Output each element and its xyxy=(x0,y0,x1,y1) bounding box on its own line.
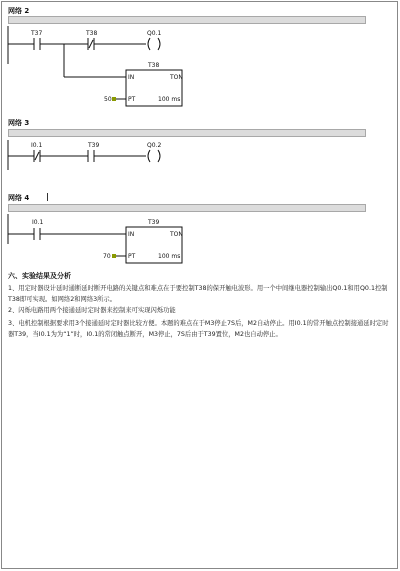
network-2-comment-bar[interactable] xyxy=(8,16,366,24)
coil-left xyxy=(148,38,150,50)
network-2-nc-contact-label: T38 xyxy=(86,30,98,37)
network-3-nc-contact-label: I0.1 xyxy=(31,142,43,149)
coil-right xyxy=(158,38,160,50)
results-heading: 六、实验结果及分析 xyxy=(8,272,71,280)
timer-pt-label: PT xyxy=(128,96,136,103)
timer-name: T39 xyxy=(148,219,160,226)
network-2-title: 网络 2 xyxy=(8,7,30,15)
text-cursor xyxy=(47,193,48,201)
coil-left xyxy=(148,150,150,162)
timer-pt-value: 70 xyxy=(103,253,111,260)
network-3-ladder xyxy=(0,140,400,180)
timer-pt-label: PT xyxy=(128,253,136,260)
nc-slash xyxy=(35,152,39,160)
coil-right xyxy=(158,150,160,162)
network-4-title: 网络 4 xyxy=(8,194,30,202)
timer-type-label: TON xyxy=(170,231,183,238)
network-2-contact-label: T37 xyxy=(31,30,43,37)
timer-name: T38 xyxy=(148,62,160,69)
network-4-comment-bar[interactable] xyxy=(8,204,366,212)
network-3-title: 网络 3 xyxy=(8,119,30,127)
timer-in-label: IN xyxy=(128,74,135,81)
network-4-contact-label: I0.1 xyxy=(32,219,44,226)
results-paragraph-2: 2、闪烁电路用两个接通延时定时器来控制来可实现闪烁功能 xyxy=(8,307,176,314)
timer-resolution: 100 ms xyxy=(158,253,181,260)
nc-slash xyxy=(89,40,93,48)
timer-resolution: 100 ms xyxy=(158,96,181,103)
network-2-coil-label: Q0.1 xyxy=(147,30,162,37)
network-3-coil-label: Q0.2 xyxy=(147,142,162,149)
pt-marker xyxy=(112,97,116,101)
results-paragraph-3: 3、电机控制根据要求用3个接通延时定时器比较方便。本题的难点在于M3停止7S后，M2自动停止。用I0.1的常开触点控制接通延时定时器T39，当I0.1为为“1”时，I0.1的常闭触点断开，M3停止，7S后由于T39置位，M2也自动停止。 xyxy=(8,320,389,338)
network-2-ladder xyxy=(0,26,400,110)
network-4-ladder xyxy=(0,214,400,264)
pt-marker xyxy=(112,254,116,258)
timer-in-label: IN xyxy=(128,231,135,238)
timer-pt-value: 50 xyxy=(104,96,112,103)
timer-type-label: TON xyxy=(170,74,183,81)
results-paragraph-1: 1、用定时器设计延时通断延时断开电路的关键点和难点在于要控制T38的保开触电波形。用一个中间继电器控制输出Q0.1和用Q0.1控制T38即可实现。如网络2和网络3所示。 xyxy=(8,285,388,303)
network-3-comment-bar[interactable] xyxy=(8,129,366,137)
network-3-contact-label: T39 xyxy=(88,142,100,149)
